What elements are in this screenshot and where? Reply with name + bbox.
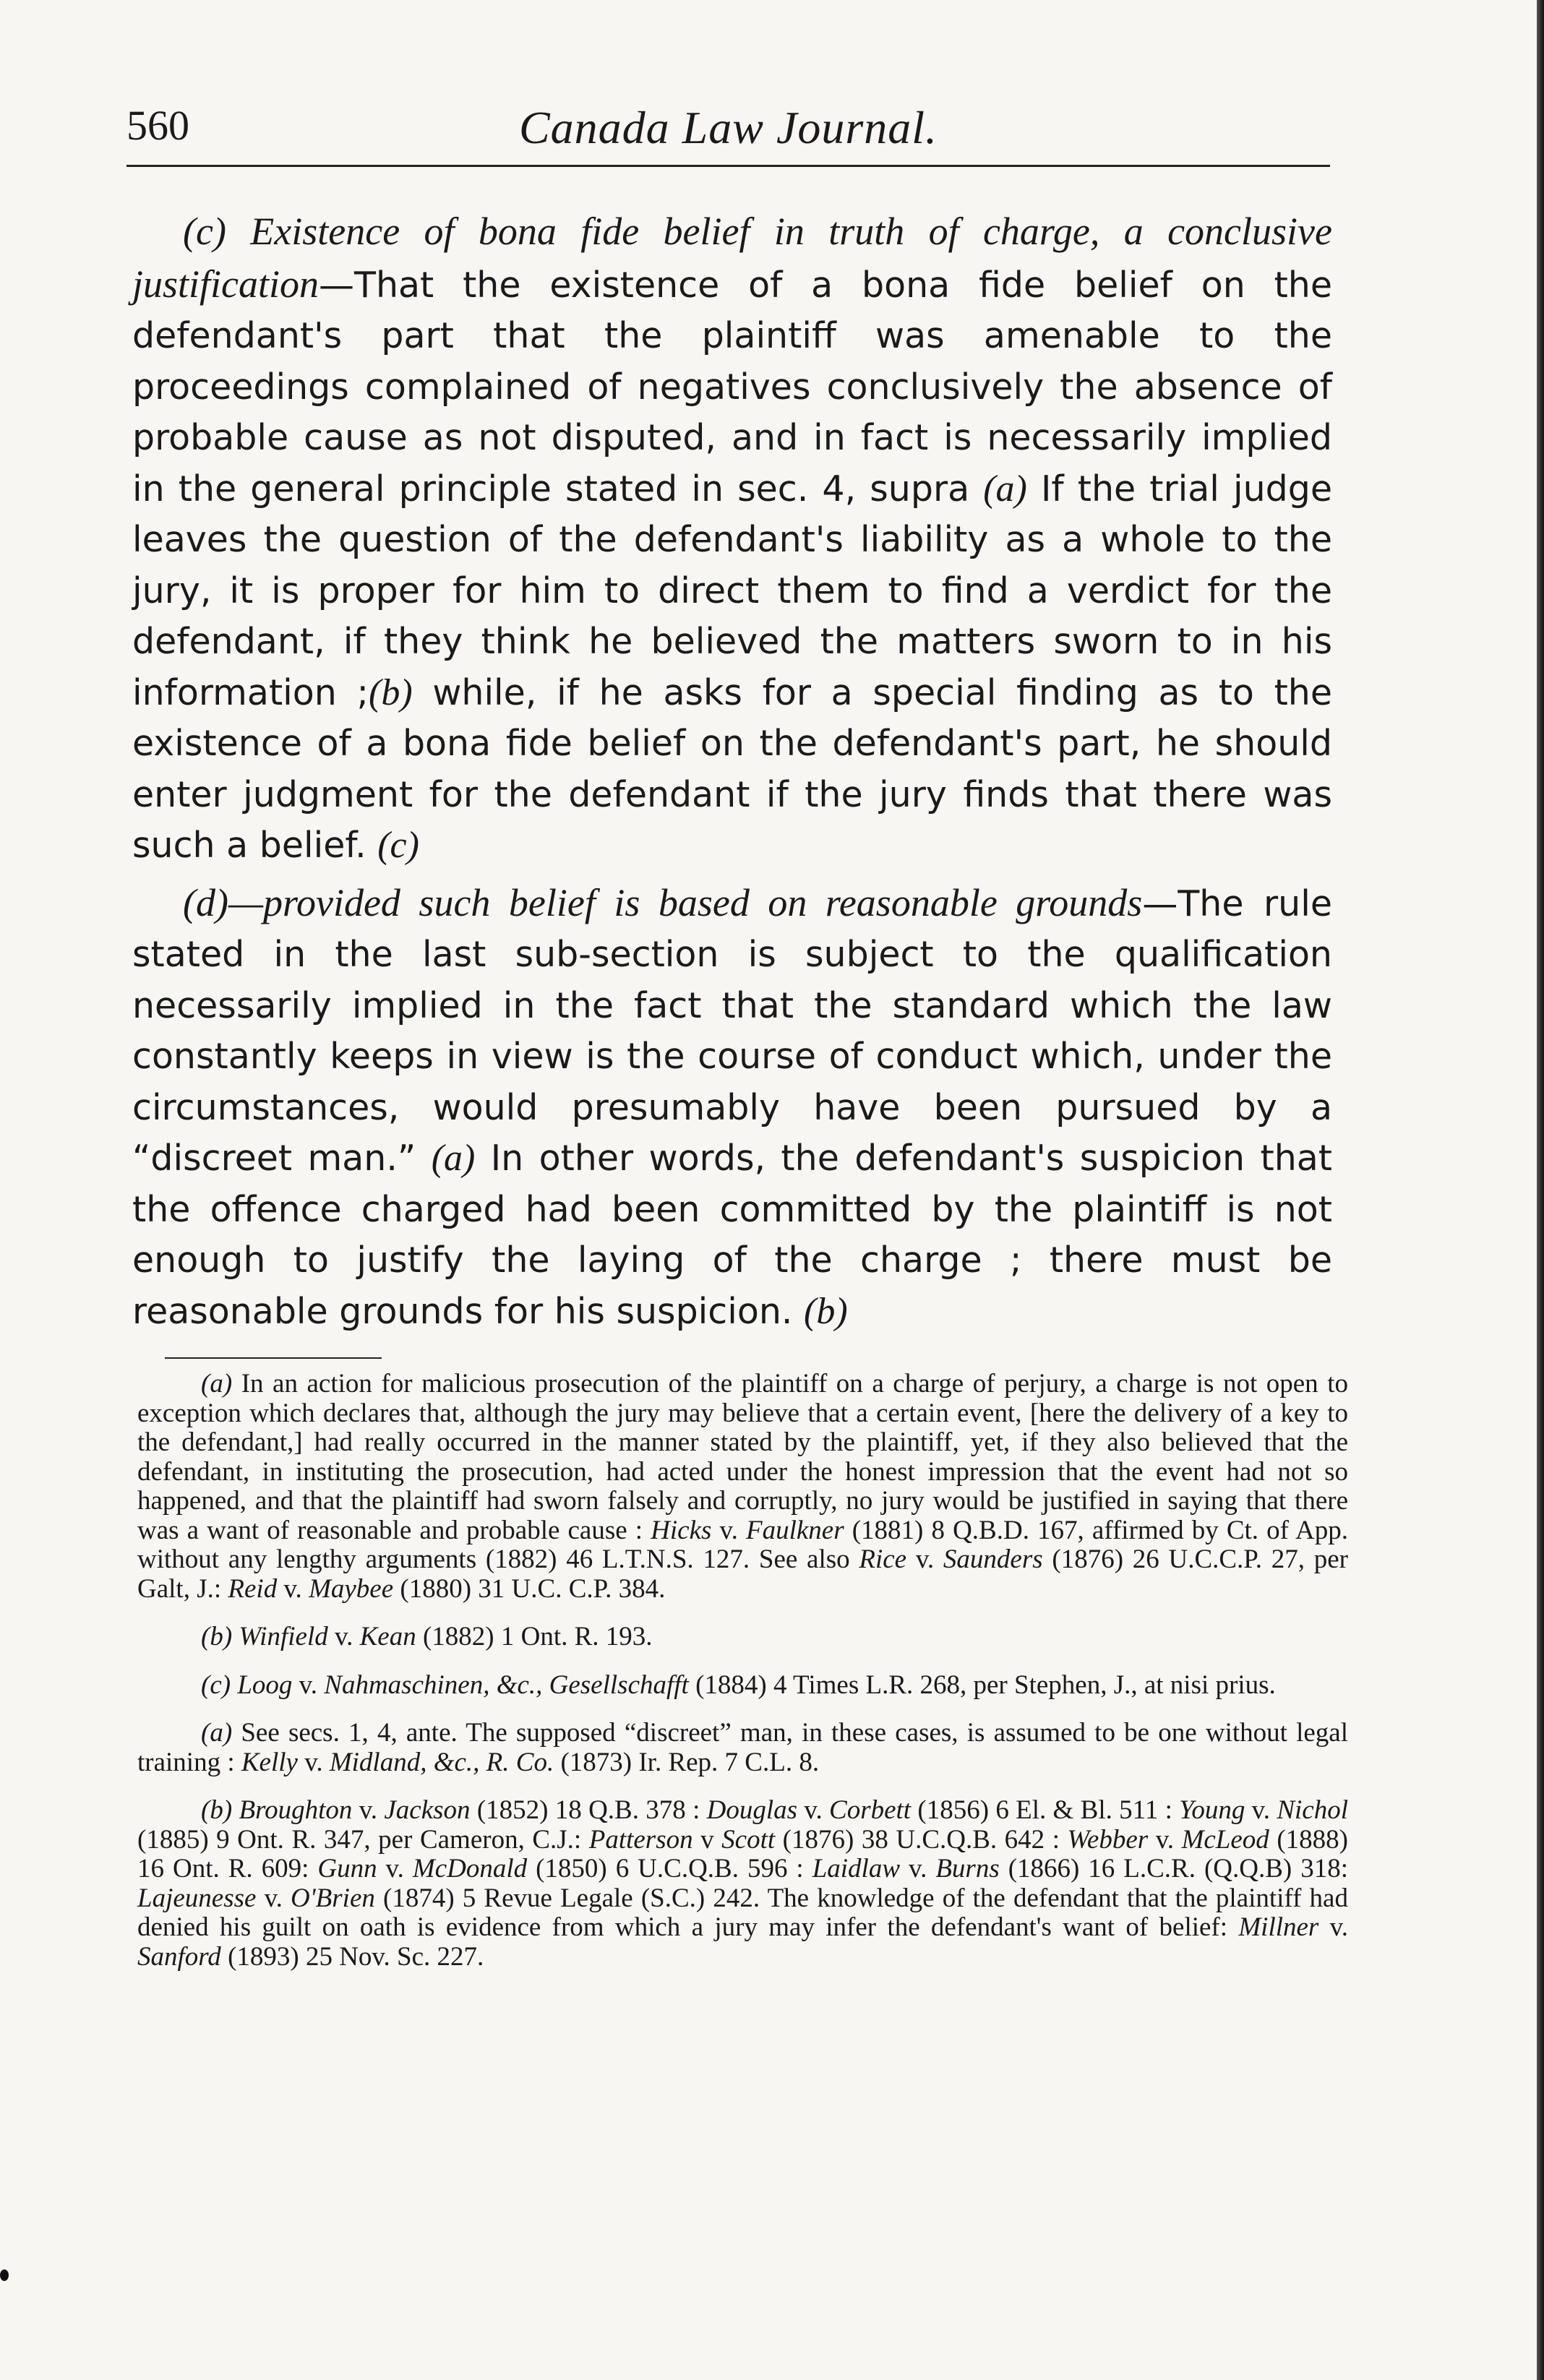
footnote-text: (1866) 16 L.C.R. (Q.Q.B) 318:: [999, 1854, 1348, 1883]
case-name: Kelly: [241, 1747, 298, 1777]
footnote-text: (1876) 38 U.C.Q.B. 642 :: [775, 1824, 1068, 1855]
case-name: Sanford: [137, 1941, 221, 1972]
footnote-label: (a): [201, 1718, 233, 1748]
case-name: Corbett: [829, 1795, 912, 1825]
footnote-ref: (a): [983, 468, 1027, 510]
page-spine-shadow: [1537, 0, 1544, 2380]
footnote-text: (1874) 5 Revue Legale (S.C.) 242. The knowledge of the defendant that the plaintiff had denied his guilt on oath is evidence from which a jury may infer the defendant's want of belief:: [137, 1883, 1348, 1942]
paragraph-d: [132, 877, 1332, 1338]
case-name: Nahmaschinen, &c., Gesellschafft: [324, 1670, 689, 1700]
footnote-text: v.: [256, 1883, 291, 1913]
case-name: Hicks: [651, 1515, 712, 1545]
footnote-text: See secs. 1, 4, ante. The supposed “discreet” man, in these cases, is assumed to be one without legal training :: [137, 1718, 1348, 1777]
footnote-text: v.: [1318, 1912, 1348, 1942]
footnote: [137, 1623, 1348, 1652]
section-heading-c: (c) Existence of bona fide belief in truth of charge, a conclusive justification: [132, 210, 1332, 306]
footnote-text: (1884) 4 Times L.R. 268, per Stephen, J., at nisi prius.: [688, 1670, 1276, 1700]
footnote-ref: (a): [431, 1138, 476, 1179]
case-name: Kean: [359, 1622, 416, 1651]
footnote-ref: (b): [804, 1290, 848, 1332]
footnote-text: (1881) 8 Q.B.D. 167, affirmed by Ct. of App. without any lengthy arguments (1882) 46 L.T.N.S. 127. See also: [137, 1515, 1348, 1574]
footnote-label: (c): [201, 1670, 231, 1700]
case-name: McDonald: [412, 1854, 528, 1883]
footnote-label: (b): [201, 1795, 233, 1825]
footnote-text: (1876) 26 U.C.C.P. 27, per Galt, J.:: [137, 1545, 1348, 1604]
case-name: Faulkner: [745, 1515, 844, 1545]
case-name: Gunn: [317, 1854, 377, 1883]
footnotes: [137, 1370, 1348, 1972]
footnote-text: v.: [1148, 1824, 1182, 1855]
section-heading-d: (d)—provided such belief is based on reasonable grounds: [183, 880, 1143, 924]
footnote-text: (1888) 16 Ont. R. 609:: [137, 1824, 1348, 1883]
footnote-text: v: [692, 1824, 722, 1855]
case-name: Loog: [237, 1670, 293, 1700]
footnote-text: v.: [377, 1854, 413, 1883]
footnote-text: v.: [797, 1795, 830, 1825]
case-name: Millner: [1238, 1912, 1319, 1942]
page-header: [126, 101, 1330, 159]
paragraph-c: [132, 206, 1332, 872]
paragraph-text: —The rule stated in the last sub-section is subject to the qualification necessarily implied in the fact that the standard which the law constantly keeps in view is the course of conduct which, under the circumstances, would presumably have been pursued by a “discreet man.”: [132, 882, 1332, 1179]
paragraph-text: —That the existence of a bona fide belief on the defendant's part that the plaintiff was amenable to the proceedings complained of negatives conclusively the absence of probable cause as not disputed, and in fact is necessarily implied in the general principle stated in sec. 4, supra: [132, 264, 1332, 510]
footnote-text: (1885) 9 Ont. R. 347, per Cameron, C.J.:: [137, 1824, 589, 1855]
footnote-text: v.: [900, 1854, 936, 1883]
footnote-ref: (c): [377, 825, 419, 866]
margin-mark: [0, 2269, 9, 2281]
case-name: Nichol: [1277, 1795, 1348, 1825]
case-name: Rice: [859, 1545, 907, 1574]
footnote-text: (1852) 18 Q.B. 378 :: [470, 1795, 707, 1825]
case-name: Maybee: [309, 1573, 394, 1604]
case-name: Burns: [935, 1854, 1000, 1883]
header-rule: [126, 165, 1330, 167]
footnote-text: v.: [327, 1622, 360, 1651]
case-name: Jackson: [384, 1795, 471, 1825]
footnote-label: (a): [201, 1369, 233, 1399]
paragraph-text: In other words, the defendant's suspicion that the offence charged had been committed by the plaintiff is not enough to justify the laying of the charge ; there must be reasonable grounds for his suspicion.: [132, 1138, 1332, 1332]
case-name: Patterson: [588, 1824, 693, 1855]
page-number: 560: [126, 102, 189, 149]
case-name: Laidlaw: [812, 1854, 901, 1883]
case-name: Winfield: [239, 1622, 328, 1651]
footnote-text: (1880) 31 U.C. C.P. 384.: [393, 1573, 666, 1604]
footnote-text: (1893) 25 Nov. Sc. 227.: [220, 1941, 484, 1972]
footnote: [137, 1796, 1348, 1972]
footnote-text: v.: [711, 1515, 746, 1545]
footnote-text: v.: [292, 1670, 325, 1700]
case-name: Douglas: [706, 1795, 798, 1825]
footnote-text: (1873) Ir. Rep. 7 C.L. 8.: [554, 1747, 820, 1777]
footnote: [137, 1370, 1348, 1604]
case-name: Broughton: [239, 1795, 353, 1825]
case-name: Lajeunesse: [137, 1883, 257, 1913]
footnote-text: v.: [297, 1747, 330, 1777]
footnote-text: v.: [352, 1795, 385, 1825]
footnote-text: v.: [906, 1545, 943, 1574]
footnote-rule: [165, 1357, 382, 1359]
footnote-ref: (b): [369, 671, 413, 713]
case-name: Webber: [1067, 1824, 1149, 1855]
footnote-text: In an action for malicious prosecution of the plaintiff on a charge of perjury, a charge is not open to exception which declares that, although the jury may believe that a certain event, [here the delivery of a key to the defendant,] had really occurred in the manner stated by the plaintiff, yet, if they also believed that the defendant, in instituting the prosecution, had acted under the honest impression that the event had not so happened, and that the plaintiff had sworn falsely and corruptly, no jury would be justified in saying that there was a want of reasonable and probable cause :: [137, 1369, 1348, 1545]
paragraph-text: while, if he asks for a special finding as to the existence of a bona fide belief on the defendant's part, he should enter judgment for the defendant if the jury finds that there was such a belief.: [132, 671, 1333, 866]
case-name: McLeod: [1181, 1824, 1269, 1855]
case-name: Saunders: [943, 1545, 1043, 1574]
running-title: Canada Law Journal.: [518, 102, 938, 153]
paragraph-text: If the trial judge leaves the question of the defendant's liability as a whole to the jury, it is proper for him to direct them to find a verdict for the defendant, if they think he believed the matters sworn to in his information ;: [132, 468, 1332, 713]
footnote-text: v.: [277, 1573, 309, 1604]
case-name: Midland, &c., R. Co.: [329, 1747, 554, 1777]
case-name: Scott: [721, 1824, 776, 1855]
footnote-label: (b): [201, 1622, 233, 1651]
case-name: Young: [1179, 1795, 1245, 1825]
footnote-text: (1856) 6 El. & Bl. 511 :: [911, 1795, 1180, 1825]
footnote: [137, 1719, 1348, 1777]
footnote: [137, 1671, 1348, 1701]
footnote-text: (1882) 1 Ont. R. 193.: [416, 1622, 653, 1651]
footnote-text: v.: [1245, 1795, 1277, 1825]
body-text: [132, 206, 1332, 1337]
footnote-text: (1850) 6 U.C.Q.B. 596 :: [527, 1854, 812, 1883]
case-name: O'Brien: [291, 1883, 375, 1913]
case-name: Reid: [228, 1573, 278, 1604]
